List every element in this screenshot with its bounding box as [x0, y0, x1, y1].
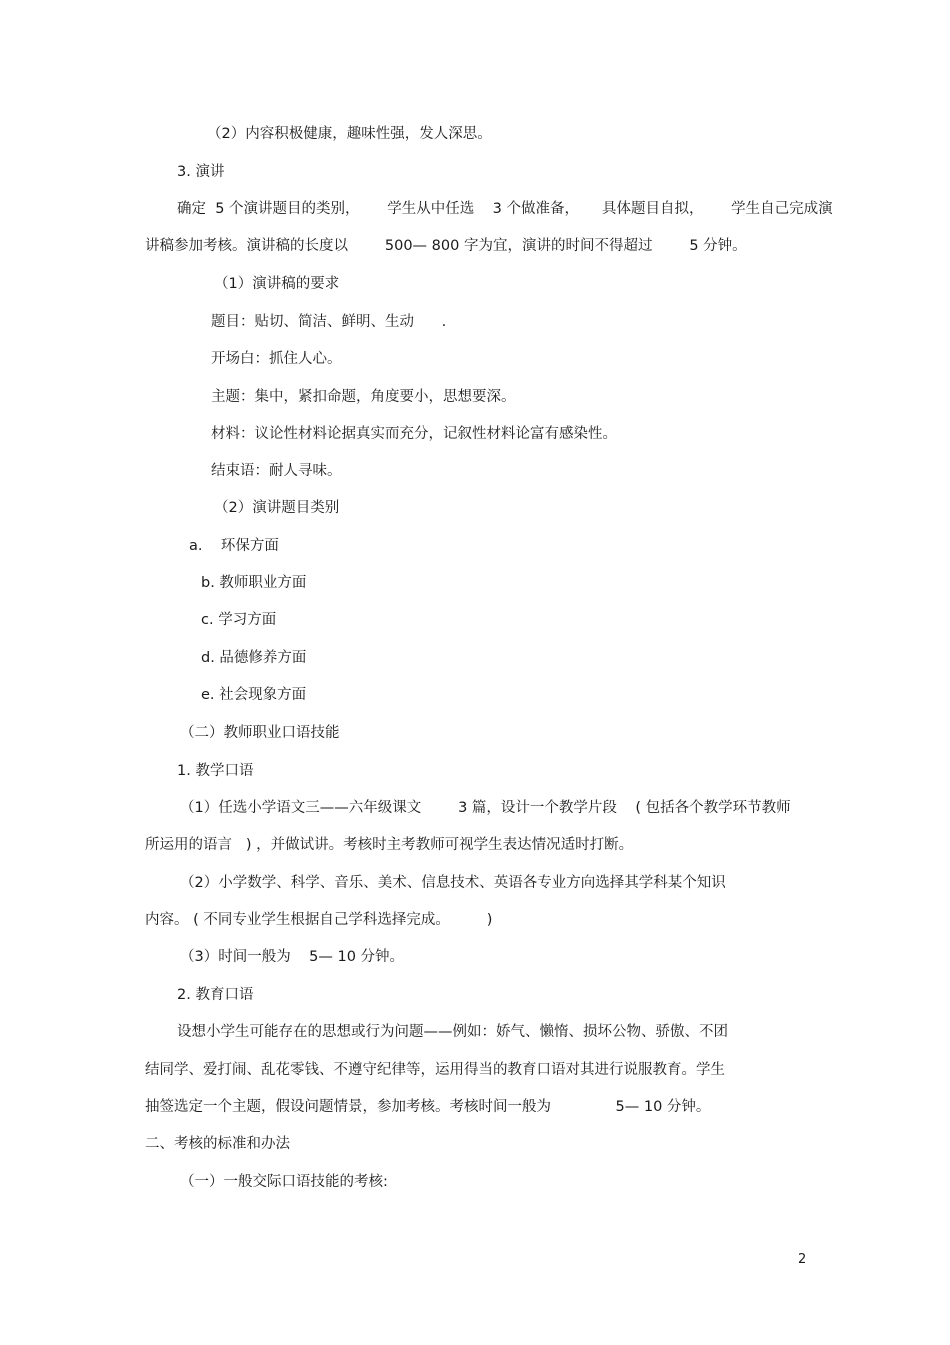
text-line: 确定 5 个演讲题目的类别， 学生从中任选 3 个做准备， 具体题目自拟， 学生自己完成演 — [177, 201, 833, 217]
page-number: 2 — [798, 1252, 807, 1267]
section-heading: （二）教师职业口语技能 — [180, 725, 340, 741]
section-heading: （一）一般交际口语技能的考核: — [180, 1174, 388, 1190]
subheading: （2）演讲题目类别 — [214, 500, 340, 516]
text-line: （1）任选小学语文三——六年级课文 3 篇，设计一个教学片段 ( 包括各个教学环节教师 — [180, 800, 791, 816]
text-line: （2）内容积极健康，趣味性强，发人深思。 — [207, 126, 492, 142]
text-line: 开场白：抓住人心。 — [211, 351, 342, 367]
text-line: 主题：集中，紧扣命题，角度要小，思想要深。 — [211, 389, 516, 405]
text-line: 材料：议论性材料论据真实而充分，记叙性材料论富有感染性。 — [211, 426, 617, 442]
section-heading: 1. 教学口语 — [177, 763, 254, 779]
subheading: （1）演讲稿的要求 — [214, 276, 340, 292]
list-item: d. 品德修养方面 — [201, 650, 307, 666]
text-line: 题目：贴切、简洁、鲜明、生动 . — [211, 314, 447, 330]
text-line: （2）小学数学、科学、音乐、美术、信息技术、英语各专业方向选择其学科某个知识 — [180, 875, 726, 891]
text-line: 抽签选定一个主题，假设问题情景，参加考核。考核时间一般为 5— 10 分钟。 — [145, 1099, 711, 1115]
section-heading: 二、考核的标准和办法 — [145, 1136, 290, 1152]
text-line: 所运用的语言 ) ，并做试讲。考核时主考教师可视学生表达情况适时打断。 — [145, 837, 634, 853]
text-line: （3）时间一般为 5— 10 分钟。 — [180, 949, 405, 965]
section-heading: 2. 教育口语 — [177, 987, 254, 1003]
text-line: 设想小学生可能存在的思想或行为问题——例如：娇气、懒惰、损坏公物、骄傲、不团 — [177, 1024, 728, 1040]
list-item: e. 社会现象方面 — [201, 687, 307, 703]
text-line: 内容。 ( 不同专业学生根据自己学科选择完成。 ) — [145, 912, 493, 928]
section-heading: 3. 演讲 — [177, 164, 225, 180]
text-line: 结束语：耐人寻味。 — [211, 463, 342, 479]
list-item: c. 学习方面 — [201, 612, 277, 628]
text-line: 讲稿参加考核。演讲稿的长度以 500— 800 字为宜，演讲的时间不得超过 5 分钟。 — [145, 238, 747, 254]
list-item: b. 教师职业方面 — [201, 575, 307, 591]
list-item: a. 环保方面 — [189, 538, 279, 554]
text-line: 结同学、爱打闹、乱花零钱、不遵守纪律等，运用得当的教育口语对其进行说服教育。学生 — [145, 1062, 725, 1078]
